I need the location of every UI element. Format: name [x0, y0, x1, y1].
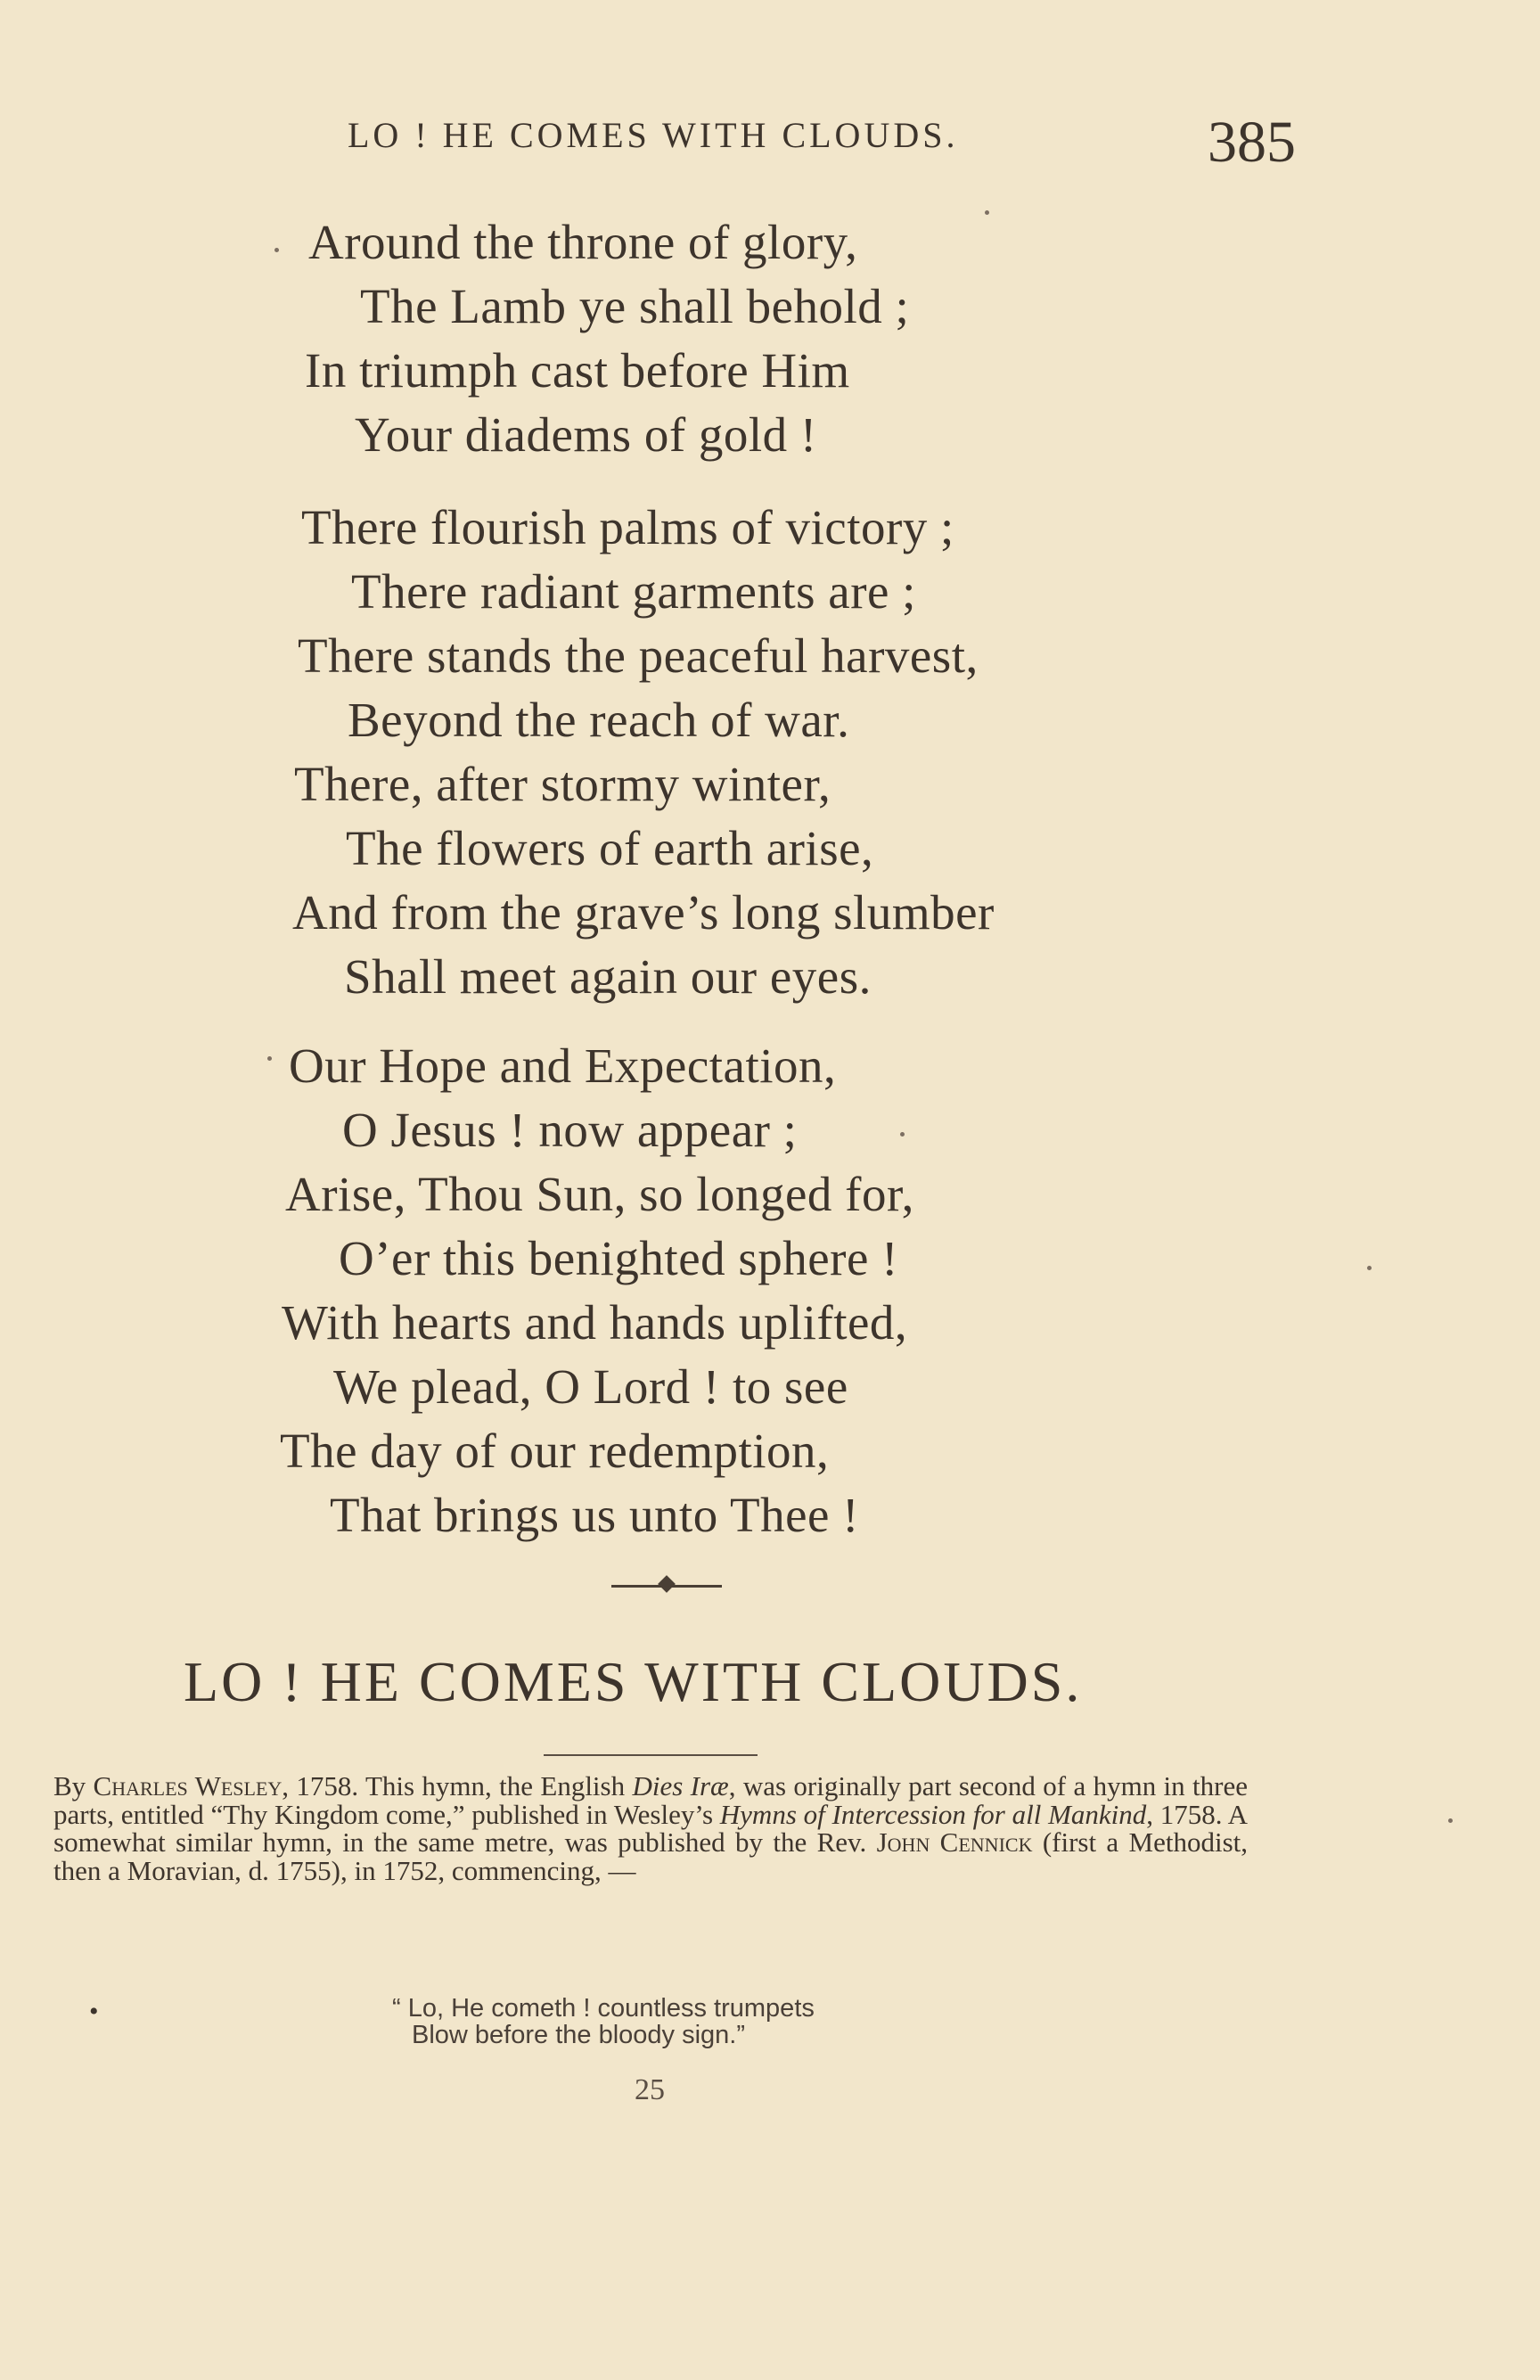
- poem-line: O Jesus ! now appear ;: [342, 1103, 798, 1157]
- poem-line: The Lamb ye shall behold ;: [360, 279, 910, 333]
- poem-line: Arise, Thou Sun, so longed for,: [285, 1167, 914, 1221]
- poem-line: Around the throne of glory,: [308, 215, 858, 269]
- poem-line: In triumph cast before Him: [305, 343, 850, 398]
- poem-line: Shall meet again our eyes.: [344, 949, 872, 1004]
- poem-line: And from the grave’s long slumber: [292, 885, 995, 940]
- author-name: Charles Wesley: [93, 1770, 283, 1801]
- poem-line: There stands the peaceful harvest,: [298, 628, 979, 683]
- paper-speck: [267, 1056, 272, 1061]
- quote-line: “ Lo, He cometh ! countless trumpets: [392, 1994, 815, 2023]
- quote-line: Blow before the bloody sign.”: [412, 2021, 745, 2049]
- poem-line: We plead, O Lord ! to see: [333, 1359, 848, 1414]
- poem-line: There, after stormy winter,: [294, 757, 831, 811]
- poem-line: That brings us unto Thee !: [330, 1488, 859, 1542]
- cennick-name: John Cennick: [876, 1826, 1033, 1858]
- paper-speck: [274, 248, 279, 252]
- title-rule: [544, 1754, 758, 1756]
- dies-irae: Dies Iræ: [632, 1770, 729, 1801]
- poem-line: Your diadems of gold !: [355, 407, 817, 462]
- running-title: LO ! HE COMES WITH CLOUDS.: [348, 115, 959, 155]
- bullet-mark: •: [89, 1997, 99, 2026]
- poem-line: The flowers of earth arise,: [346, 821, 874, 875]
- quoted-verse: [392, 1995, 815, 2048]
- poem-line: Beyond the reach of war.: [348, 693, 850, 747]
- poem-line: O’er this benighted sphere !: [339, 1231, 898, 1285]
- poem-line: There flourish palms of victory ;: [301, 500, 954, 554]
- paper-speck: [1448, 1818, 1453, 1823]
- poem-line: There radiant garments are ;: [351, 564, 916, 619]
- divider-ornament-icon: [658, 1575, 676, 1593]
- paper-speck: [985, 210, 989, 215]
- paper-speck: [900, 1132, 905, 1137]
- poem-line: Our Hope and Expectation,: [289, 1038, 837, 1093]
- poem-line: The day of our redemption,: [280, 1424, 830, 1478]
- section-title: LO ! HE COMES WITH CLOUDS.: [184, 1650, 1083, 1713]
- hymn-note: By Charles Wesley, 1758. This hymn, the English Dies Iræ, was originally part second of a hymn in three parts, entitled “Thy Kingdom come,” published in Wesley’s Hymns of Intercession for all Mankind, 1758. A somewhat similar hymn, in the same metre, was published by the Rev. John Cennick (first a Methodist, then a Moravian, d. 1755), in 1752, commencing, —: [53, 1770, 1248, 1886]
- page-number: 385: [1208, 110, 1296, 175]
- signature-mark: 25: [635, 2073, 665, 2106]
- poem-line: With hearts and hands uplifted,: [282, 1295, 908, 1350]
- paper-speck: [1367, 1266, 1372, 1270]
- book-title: Hymns of Intercession for all Mankind: [719, 1798, 1147, 1830]
